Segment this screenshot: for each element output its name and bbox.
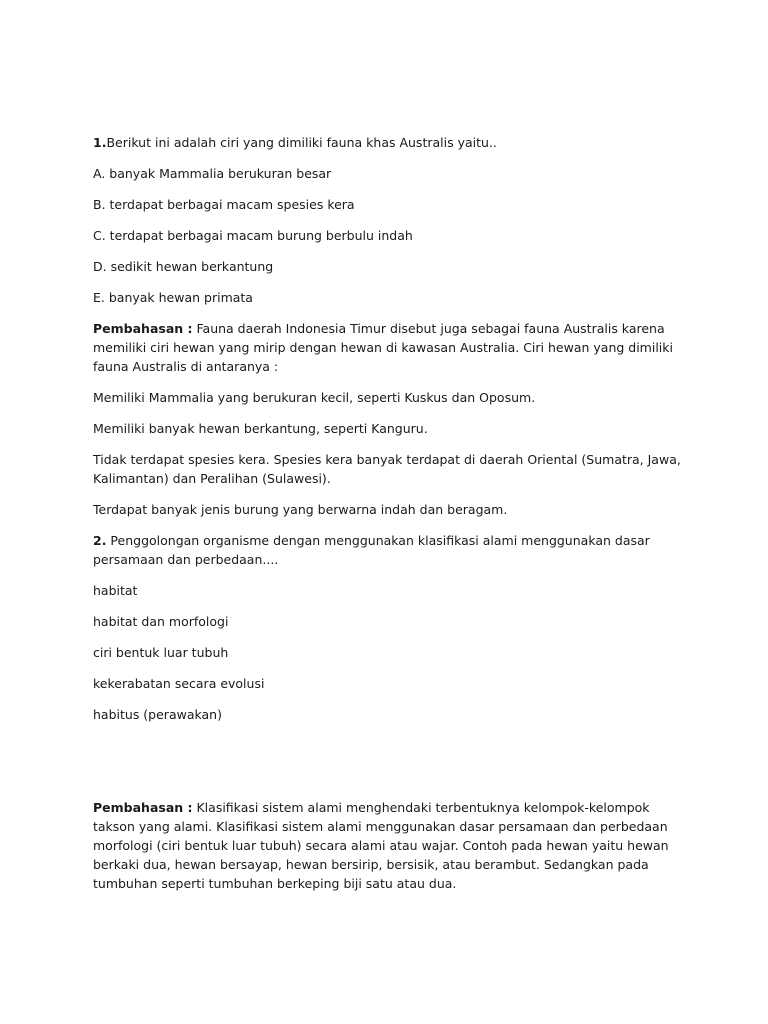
question-2-option-3: ciri bentuk luar tubuh bbox=[93, 645, 229, 660]
question-1-point-2: Memiliki banyak hewan berkantung, seperti Kanguru. bbox=[93, 421, 428, 436]
question-2-discussion bbox=[93, 798, 683, 893]
discussion-text: Fauna daerah Indonesia Timur disebut juga sebagai fauna Australis karena memiliki ciri hewan yang mirip dengan hewan di kawasan Australia. Ciri hewan yang dimiliki fauna Australis di antaranya : bbox=[93, 321, 673, 374]
question-1-option-b: B. terdapat berbagai macam spesies kera bbox=[93, 197, 355, 212]
discussion-label: Pembahasan : bbox=[93, 321, 193, 336]
question-1-text: Berikut ini adalah ciri yang dimiliki fauna khas Australis yaitu.. bbox=[106, 135, 497, 150]
question-1 bbox=[93, 133, 683, 152]
discussion-text: Klasifikasi sistem alami menghendaki terbentuknya kelompok-kelompok takson yang alami. Klasifikasi sistem alami menggunakan dasar persamaan dan perbedaan morfologi (ciri bentuk luar tubuh) secara alami atau wajar. Contoh pada hewan yaitu hewan berkaki dua, hewan bersayap, hewan bersirip, bersisik, atau berambut. Sedangkan pada tumbuhan seperti tumbuhan berkeping biji satu atau dua. bbox=[93, 800, 669, 891]
question-1-option-e: E. banyak hewan primata bbox=[93, 290, 253, 305]
question-2-option-4: kekerabatan secara evolusi bbox=[93, 676, 265, 691]
question-1-point-3: Tidak terdapat spesies kera. Spesies kera banyak terdapat di daerah Oriental (Sumatra, Jawa, Kalimantan) dan Peralihan (Sulawesi). bbox=[93, 452, 681, 486]
question-1-point-4: Terdapat banyak jenis burung yang berwarna indah dan beragam. bbox=[93, 502, 508, 517]
question-1-number: 1. bbox=[93, 135, 107, 150]
document-body bbox=[93, 133, 683, 905]
question-1-option-a: A. banyak Mammalia berukuran besar bbox=[93, 166, 332, 181]
question-2-option-1: habitat bbox=[93, 583, 138, 598]
question-2-option-2: habitat dan morfologi bbox=[93, 614, 229, 629]
question-2 bbox=[93, 531, 683, 569]
question-2-number: 2. bbox=[93, 533, 107, 548]
discussion-label: Pembahasan : bbox=[93, 800, 193, 815]
question-1-option-c: C. terdapat berbagai macam burung berbulu indah bbox=[93, 228, 413, 243]
question-1-discussion bbox=[93, 319, 683, 376]
question-1-point-1: Memiliki Mammalia yang berukuran kecil, seperti Kuskus dan Oposum. bbox=[93, 390, 536, 405]
question-1-option-d: D. sedikit hewan berkantung bbox=[93, 259, 274, 274]
blank-space bbox=[93, 736, 683, 798]
question-2-text: Penggolongan organisme dengan menggunakan klasifikasi alami menggunakan dasar persamaan dan perbedaan.... bbox=[93, 533, 650, 567]
question-2-option-5: habitus (perawakan) bbox=[93, 707, 222, 722]
